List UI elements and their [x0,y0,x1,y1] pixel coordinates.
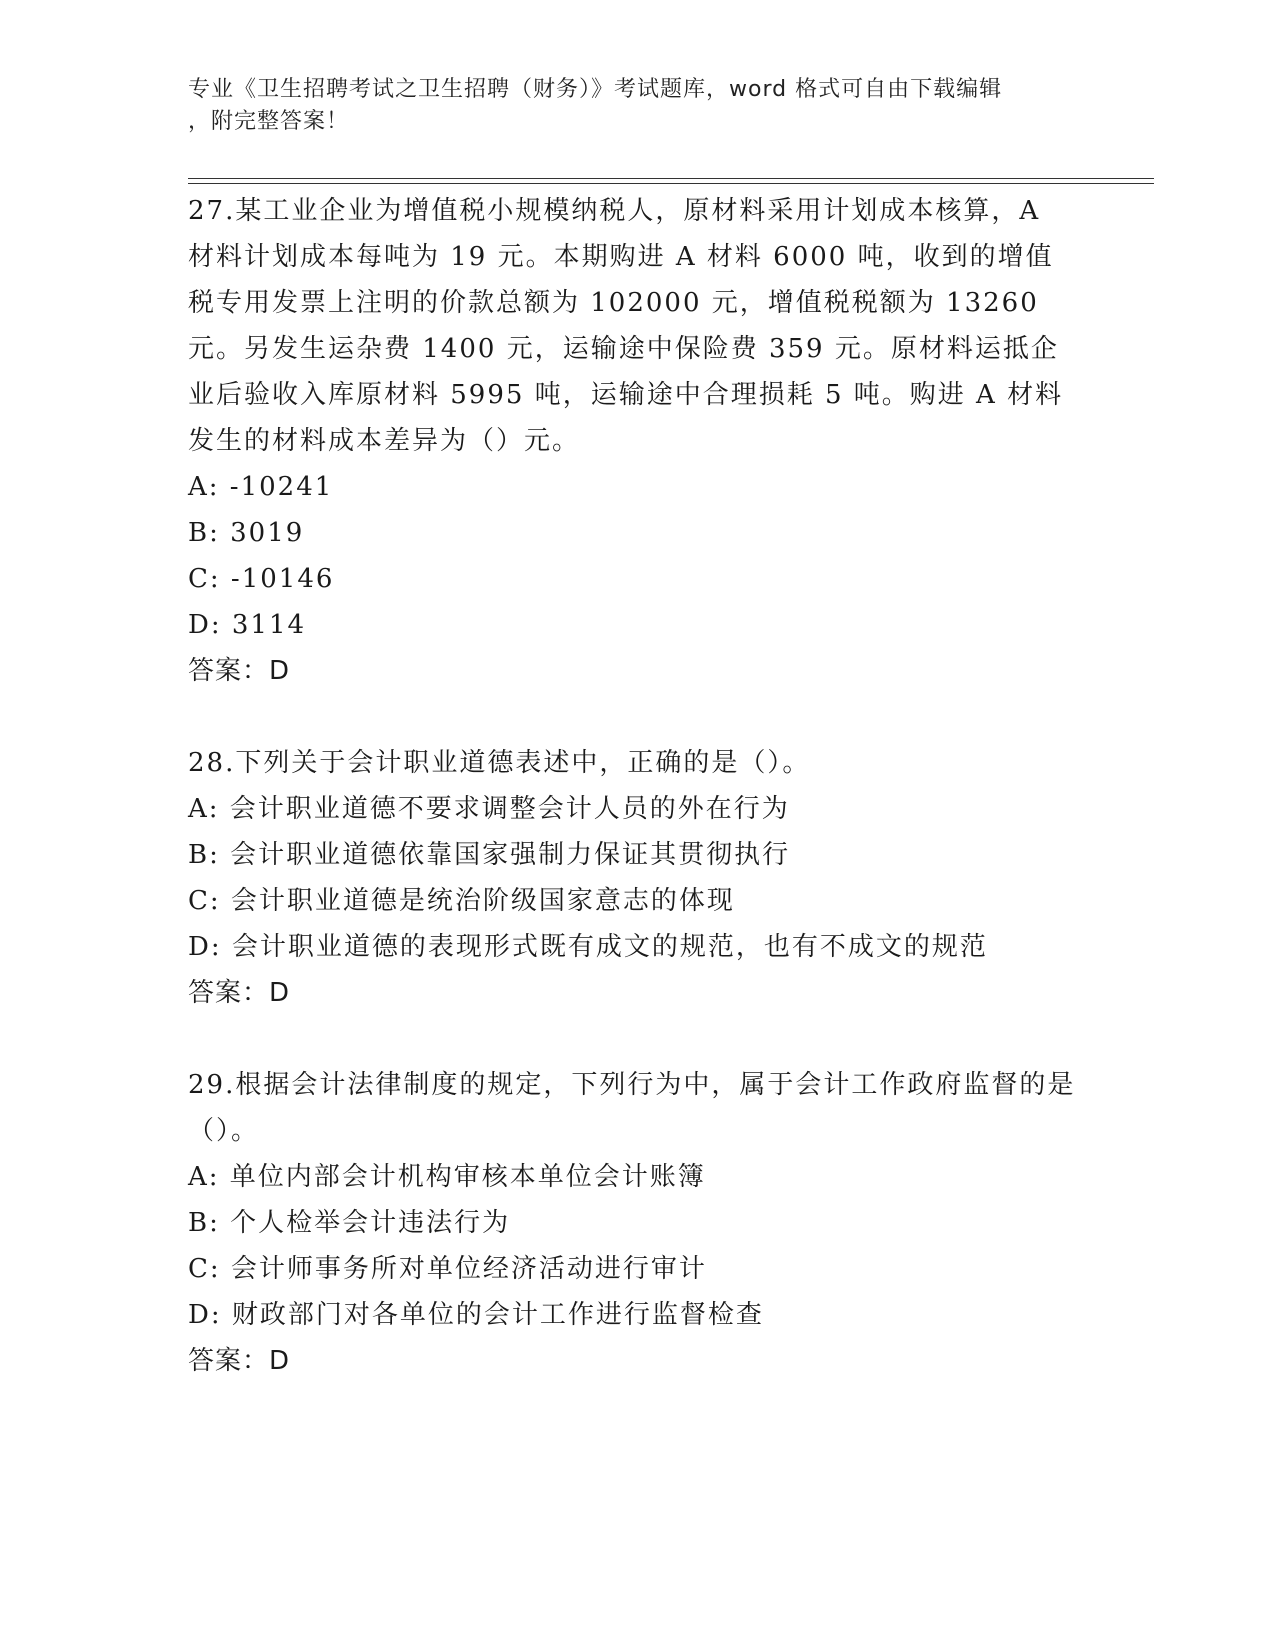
question-27 [188,188,1078,694]
question-spacer [188,694,1078,740]
option-b: B: 3019 [188,518,305,548]
option-b: B: 会计职业道德依靠国家强制力保证其贯彻执行 [188,840,791,870]
question-stem: 28.下列关于会计职业道德表述中，正确的是（）。 [188,748,811,778]
option-c: C: 会计职业道德是统治阶级国家意志的体现 [188,886,735,916]
option-d: D: 会计职业道德的表现形式既有成文的规范，也有不成文的规范 [188,932,988,962]
answer-label: 答案：D [188,1346,291,1376]
header-divider-bottom [188,183,1154,184]
option-a: A: 会计职业道德不要求调整会计人员的外在行为 [188,794,790,824]
document-header [188,74,1068,138]
question-stem: 27.某工业企业为增值税小规模纳税人，原材料采用计划成本核算，A 材料计划成本每吨为 19 元。本期购进 A 材料 6000 吨，收到的增值税专用发票上注明的价款总额为 102000 元，增值税税额为 13260 元。另发生运杂费 1400 元，运输途中保险费 359 元。原材料运抵企业后验收入库原材料 5995 吨，运输途中合理损耗 5 吨。购进 A 材料发生的材料成本差异为（）元。 [188,196,1064,456]
option-a: A: 单位内部会计机构审核本单位会计账簿 [188,1162,706,1192]
option-a: A: -10241 [188,472,334,502]
option-d: D: 财政部门对各单位的会计工作进行监督检查 [188,1300,764,1330]
option-c: C: -10146 [188,564,335,594]
question-stem: 29.根据会计法律制度的规定，下列行为中，属于会计工作政府监督的是（）。 [188,1070,1076,1146]
option-b: B: 个人检举会计违法行为 [188,1208,511,1238]
question-29 [188,1062,1078,1384]
header-line-1: 专业《卫生招聘考试之卫生招聘（财务）》考试题库，word 格式可自由下载编辑 [188,77,1003,102]
option-c: C: 会计师事务所对单位经济活动进行审计 [188,1254,707,1284]
question-spacer [188,1016,1078,1062]
answer-label: 答案：D [188,978,291,1008]
answer-label: 答案：D [188,656,291,686]
header-divider-top [188,178,1154,179]
question-28 [188,740,1078,1016]
question-list [188,188,1078,1384]
option-d: D: 3114 [188,610,307,640]
header-line-2: ，附完整答案！ [188,109,350,134]
